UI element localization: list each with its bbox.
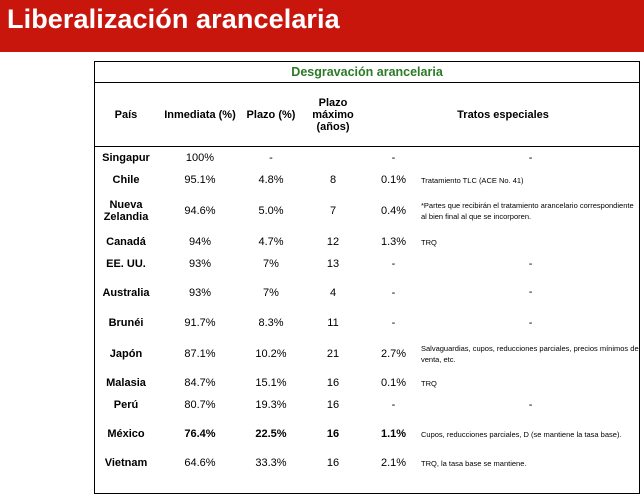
country-cell: EE. UU. bbox=[106, 258, 146, 270]
tariff-table bbox=[94, 61, 640, 474]
header-special: Tratos especiales bbox=[366, 83, 640, 147]
immediate-cell: 76.4% bbox=[184, 428, 216, 440]
special-note-cell: TRQ bbox=[421, 378, 437, 388]
max-term-cell: 16 bbox=[326, 457, 340, 469]
special-note-cell: - bbox=[528, 151, 533, 164]
max-term-cell: 16 bbox=[326, 428, 340, 440]
header-max-term: Plazo máximo (años) bbox=[300, 83, 366, 147]
special-percent-cell: - bbox=[391, 399, 396, 411]
max-term-cell bbox=[300, 147, 366, 170]
table-row bbox=[94, 169, 640, 191]
immediate-cell: 80.7% bbox=[184, 399, 216, 411]
country-cell: Japón bbox=[109, 348, 143, 360]
term-cell: - bbox=[269, 152, 273, 164]
max-term-cell: 12 bbox=[326, 236, 340, 248]
immediate-cell: 93% bbox=[188, 286, 212, 299]
max-term-cell: 13 bbox=[326, 258, 340, 270]
special-percent-cell: 1.3% bbox=[380, 236, 407, 248]
table-row bbox=[94, 372, 640, 394]
term-cell: 10.2% bbox=[255, 348, 287, 360]
country-cell: Singapur bbox=[102, 152, 150, 164]
term-cell: 4.7% bbox=[258, 236, 284, 248]
max-term-cell: 7 bbox=[329, 205, 337, 217]
special-note-cell: - bbox=[528, 257, 533, 270]
table-row bbox=[94, 231, 640, 253]
header-term: Plazo (%) bbox=[242, 83, 300, 147]
special-note-cell: TRQ, la tasa base se mantiene. bbox=[421, 458, 527, 468]
special-percent-cell: 2.1% bbox=[380, 457, 407, 469]
special-note-cell: - bbox=[528, 316, 533, 329]
table-row bbox=[94, 253, 640, 275]
term-cell: 7% bbox=[263, 286, 279, 299]
immediate-cell: 95.1% bbox=[184, 174, 216, 186]
term-cell: 4.8% bbox=[258, 174, 284, 186]
special-percent-cell: 2.7% bbox=[380, 348, 407, 360]
table-row bbox=[94, 394, 640, 416]
max-term-cell: 16 bbox=[326, 399, 340, 411]
country-cell: Canadá bbox=[106, 236, 146, 248]
special-percent-cell: - bbox=[391, 152, 396, 164]
special-note-cell: Salvaguardias, cupos, reducciones parciales, precios mínimos de venta, etc. bbox=[421, 344, 639, 364]
special-percent-cell: 1.1% bbox=[380, 428, 407, 440]
term-cell: 22.5% bbox=[255, 428, 287, 440]
term-cell: 15.1% bbox=[255, 377, 287, 389]
term-cell: 19.3% bbox=[255, 399, 287, 411]
country-cell: México bbox=[107, 428, 145, 440]
country-cell: Brunéi bbox=[108, 317, 144, 329]
special-note-cell: TRQ bbox=[421, 237, 437, 247]
country-cell: Australia bbox=[102, 286, 150, 299]
term-cell: 5.0% bbox=[258, 205, 284, 217]
special-percent-cell: - bbox=[391, 317, 396, 329]
slide-title: Liberalización arancelaria bbox=[7, 4, 340, 34]
max-term-cell: 4 bbox=[329, 286, 337, 299]
country-cell: Chile bbox=[112, 174, 140, 186]
immediate-cell: 93% bbox=[188, 258, 212, 270]
table-row bbox=[94, 191, 640, 231]
title-bar bbox=[0, 0, 644, 52]
table-row bbox=[94, 310, 640, 336]
special-percent-cell: 0.4% bbox=[380, 205, 407, 217]
immediate-cell: 84.7% bbox=[184, 377, 216, 389]
max-term-cell: 16 bbox=[326, 377, 340, 389]
immediate-cell: 100% bbox=[185, 152, 215, 164]
immediate-cell: 94% bbox=[188, 236, 212, 248]
special-note-cell: - bbox=[528, 398, 533, 411]
header-country: País bbox=[94, 83, 158, 147]
special-percent-cell: - bbox=[391, 258, 396, 270]
table-caption: Desgravación arancelaria bbox=[94, 61, 640, 83]
table-row bbox=[94, 452, 640, 474]
max-term-cell: 8 bbox=[329, 174, 337, 186]
immediate-cell: 91.7% bbox=[184, 317, 216, 329]
immediate-cell: 87.1% bbox=[184, 348, 216, 360]
max-term-cell: 21 bbox=[326, 348, 340, 360]
table-row bbox=[94, 416, 640, 452]
table-row bbox=[94, 275, 640, 310]
special-note-cell: Tratamiento TLC (ACE No. 41) bbox=[421, 175, 524, 185]
max-term-cell: 11 bbox=[327, 317, 339, 329]
country-cell: Malasia bbox=[106, 377, 146, 389]
immediate-cell: 94.6% bbox=[184, 205, 216, 217]
country-cell: Perú bbox=[113, 399, 139, 411]
header-immediate: Inmediata (%) bbox=[158, 83, 242, 147]
immediate-cell: 64.6% bbox=[184, 457, 216, 469]
special-percent-cell: - bbox=[391, 286, 396, 299]
table-row bbox=[94, 336, 640, 372]
term-cell: 33.3% bbox=[255, 457, 287, 469]
table-row bbox=[94, 147, 640, 170]
term-cell: 7% bbox=[263, 258, 279, 270]
special-note-cell: - bbox=[528, 286, 533, 298]
country-cell: Vietnam bbox=[104, 457, 148, 469]
special-percent-cell: 0.1% bbox=[380, 174, 407, 186]
term-cell: 8.3% bbox=[258, 317, 284, 329]
special-note-cell: Cupos, reducciones parciales, D (se mantiene la tasa base). bbox=[421, 429, 622, 439]
special-percent-cell: 0.1% bbox=[380, 377, 407, 389]
special-note-cell: *Partes que recibirán el tratamiento arancelario correspondiente al bien final al que se incorporen. bbox=[421, 201, 634, 221]
country-cell: Nueva Zelandia bbox=[103, 199, 149, 223]
